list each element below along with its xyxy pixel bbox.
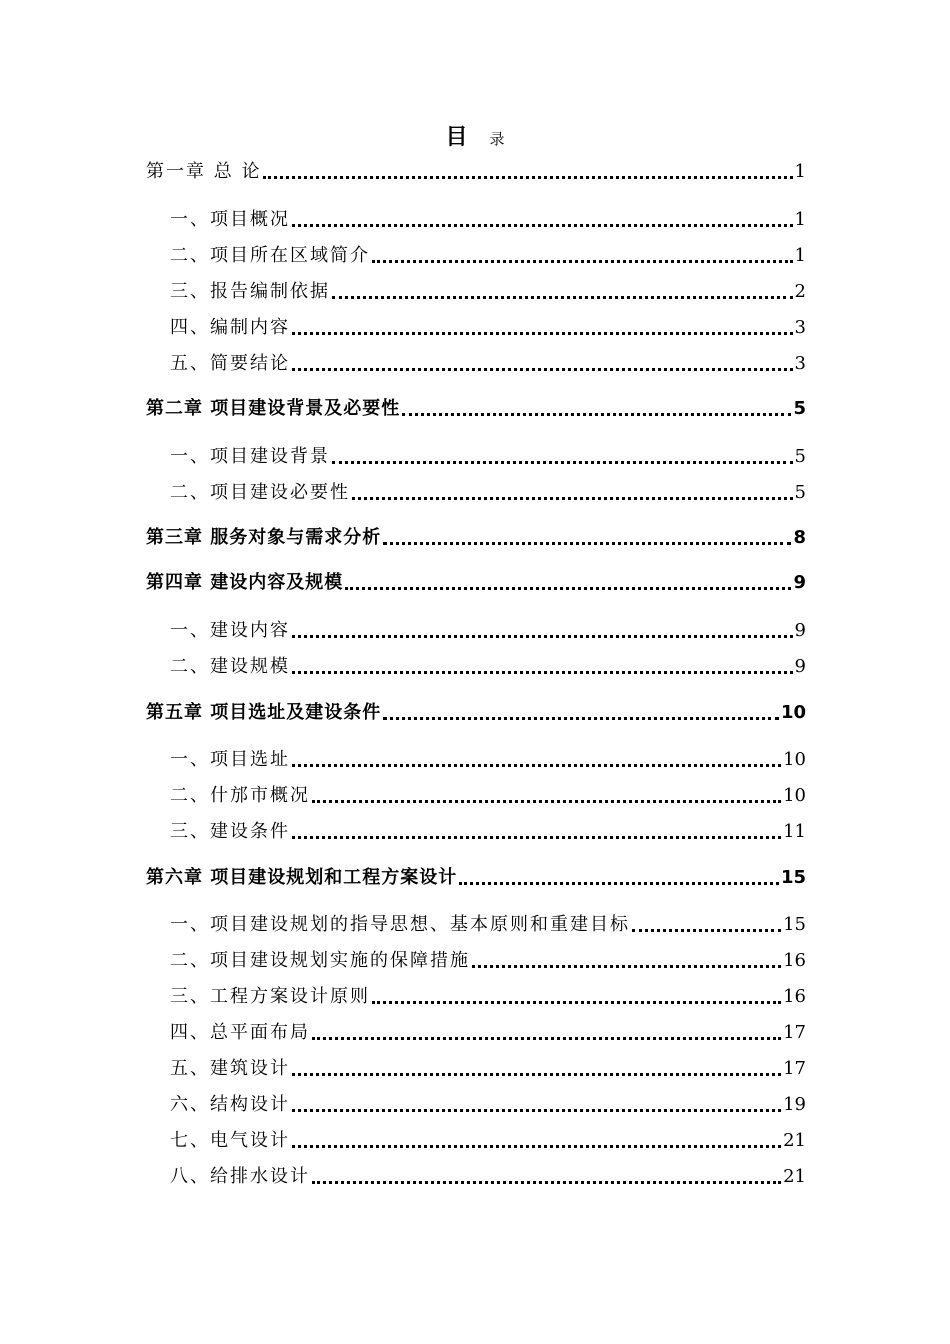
toc-entry-page-number: 8 bbox=[793, 527, 806, 548]
toc-entry-page-number: 21 bbox=[783, 1130, 806, 1151]
toc-entry-label: 七、电气设计 bbox=[170, 1130, 290, 1151]
toc-dot-leader bbox=[352, 497, 793, 500]
toc-dot-leader bbox=[345, 587, 791, 590]
toc-entry-label: 一、项目选址 bbox=[170, 749, 290, 770]
toc-entry[interactable] bbox=[146, 395, 806, 421]
toc-entry-page-number: 17 bbox=[783, 1058, 806, 1079]
toc-dot-leader bbox=[292, 764, 781, 767]
toc-dot-leader bbox=[459, 882, 779, 885]
toc-entry-page-number: 10 bbox=[783, 785, 806, 806]
toc-dot-leader bbox=[332, 461, 793, 464]
toc-dot-leader bbox=[292, 332, 793, 335]
toc-entry[interactable] bbox=[146, 1163, 806, 1189]
toc-entry[interactable] bbox=[146, 1019, 806, 1045]
toc-dot-leader bbox=[372, 260, 793, 263]
toc-entry-label: 二、项目建设必要性 bbox=[170, 482, 350, 503]
toc-entry-label: 三、建设条件 bbox=[170, 821, 290, 842]
toc-entry[interactable] bbox=[146, 699, 806, 725]
toc-entry-page-number: 15 bbox=[783, 914, 806, 935]
toc-entry[interactable] bbox=[146, 746, 806, 772]
toc-entry-label: 二、项目所在区域简介 bbox=[170, 245, 370, 266]
toc-entry[interactable] bbox=[146, 1055, 806, 1081]
toc-entry[interactable] bbox=[146, 206, 806, 232]
toc-dot-leader bbox=[292, 671, 793, 674]
toc-entry-page-number: 1 bbox=[794, 245, 806, 266]
toc-dot-leader bbox=[383, 542, 791, 545]
toc-entry[interactable] bbox=[146, 617, 806, 643]
toc-entry-label: 一、建设内容 bbox=[170, 620, 290, 641]
toc-entry[interactable] bbox=[146, 443, 806, 469]
toc-entry-page-number: 10 bbox=[783, 749, 806, 770]
toc-dot-leader bbox=[372, 1001, 781, 1004]
toc-entry-page-number: 9 bbox=[794, 620, 806, 641]
toc-entry-label: 二、项目建设规划实施的保障措施 bbox=[170, 950, 470, 971]
toc-entry-label: 一、项目建设规划的指导思想、基本原则和重建目标 bbox=[170, 914, 630, 935]
toc-entry-page-number: 16 bbox=[783, 950, 806, 971]
toc-entry-label: 第四章 建设内容及规模 bbox=[146, 572, 344, 593]
toc-entry[interactable] bbox=[146, 350, 806, 376]
toc-entry-page-number: 3 bbox=[794, 317, 806, 338]
toc-dot-leader bbox=[332, 296, 793, 299]
toc-entry-label: 八、给排水设计 bbox=[170, 1166, 310, 1187]
toc-entry-page-number: 10 bbox=[780, 702, 806, 723]
toc-dot-leader bbox=[632, 929, 781, 932]
toc-entry-label: 第六章 项目建设规划和工程方案设计 bbox=[146, 867, 458, 888]
toc-entry[interactable] bbox=[146, 1127, 806, 1153]
toc-entry[interactable] bbox=[146, 653, 806, 679]
toc-entry[interactable] bbox=[146, 524, 806, 550]
toc-entry[interactable] bbox=[146, 569, 806, 595]
toc-entry-page-number: 19 bbox=[783, 1094, 806, 1115]
toc-dot-leader bbox=[292, 635, 793, 638]
toc-dot-leader bbox=[312, 1181, 781, 1184]
toc-dot-leader bbox=[312, 1037, 781, 1040]
toc-entry-label: 第一章 总 论 bbox=[146, 161, 262, 182]
toc-dot-leader bbox=[292, 1145, 781, 1148]
toc-entry-page-number: 3 bbox=[794, 353, 806, 374]
toc-entry[interactable] bbox=[146, 479, 806, 505]
toc-entry[interactable] bbox=[146, 278, 806, 304]
toc-dot-leader bbox=[292, 1073, 781, 1076]
toc-entry[interactable] bbox=[146, 911, 806, 937]
toc-entry[interactable] bbox=[146, 983, 806, 1009]
toc-entry[interactable] bbox=[146, 242, 806, 268]
toc-entry-page-number: 17 bbox=[783, 1022, 806, 1043]
toc-entry-page-number: 16 bbox=[783, 986, 806, 1007]
toc-dot-leader bbox=[263, 176, 792, 179]
toc-entry-label: 五、简要结论 bbox=[170, 353, 290, 374]
toc-entry[interactable] bbox=[146, 1091, 806, 1117]
toc-dot-leader bbox=[292, 1109, 781, 1112]
toc-entry-page-number: 1 bbox=[794, 209, 806, 230]
toc-entry-label: 四、总平面布局 bbox=[170, 1022, 310, 1043]
toc-entry-label: 第二章 项目建设背景及必要性 bbox=[146, 398, 401, 419]
toc-entry-label: 一、项目概况 bbox=[170, 209, 290, 230]
toc-entry-label: 三、工程方案设计原则 bbox=[170, 986, 370, 1007]
toc-entry-label: 二、建设规模 bbox=[170, 656, 290, 677]
toc-entry-label: 六、结构设计 bbox=[170, 1094, 290, 1115]
toc-entry[interactable] bbox=[146, 158, 806, 184]
toc-entry-label: 五、建筑设计 bbox=[170, 1058, 290, 1079]
toc-entry[interactable] bbox=[146, 314, 806, 340]
toc-entry-page-number: 15 bbox=[780, 867, 806, 888]
toc-entry-page-number: 9 bbox=[794, 656, 806, 677]
toc-entry-label: 第五章 项目选址及建设条件 bbox=[146, 702, 382, 723]
toc-entry-page-number: 21 bbox=[783, 1166, 806, 1187]
toc-dot-leader bbox=[312, 800, 781, 803]
toc-dot-leader bbox=[292, 836, 781, 839]
toc-entry[interactable] bbox=[146, 947, 806, 973]
toc-title-second: 录 bbox=[489, 130, 505, 148]
toc-entry-label: 三、报告编制依据 bbox=[170, 281, 330, 302]
toc-entry[interactable] bbox=[146, 864, 806, 890]
toc-dot-leader bbox=[292, 224, 793, 227]
toc-entry-page-number: 5 bbox=[794, 482, 806, 503]
toc-entry-page-number: 5 bbox=[793, 398, 806, 419]
toc-dot-leader bbox=[472, 965, 781, 968]
toc-entry-page-number: 2 bbox=[794, 281, 806, 302]
toc-title-main: 目 bbox=[445, 124, 468, 150]
toc-dot-leader bbox=[402, 413, 791, 416]
toc-entry[interactable] bbox=[146, 782, 806, 808]
toc-entry-page-number: 11 bbox=[783, 821, 806, 842]
toc-entry-label: 四、编制内容 bbox=[170, 317, 290, 338]
toc-entry-label: 一、项目建设背景 bbox=[170, 446, 330, 467]
toc-entry-label: 第三章 服务对象与需求分析 bbox=[146, 527, 382, 548]
toc-entry-page-number: 5 bbox=[794, 446, 806, 467]
toc-entry-label: 二、什邡市概况 bbox=[170, 785, 310, 806]
toc-dot-leader bbox=[383, 717, 779, 720]
toc-entry-page-number: 9 bbox=[793, 572, 806, 593]
toc-entry[interactable] bbox=[146, 818, 806, 844]
toc-dot-leader bbox=[292, 368, 793, 371]
toc-entry-page-number: 1 bbox=[794, 161, 806, 182]
toc-title bbox=[0, 122, 950, 154]
